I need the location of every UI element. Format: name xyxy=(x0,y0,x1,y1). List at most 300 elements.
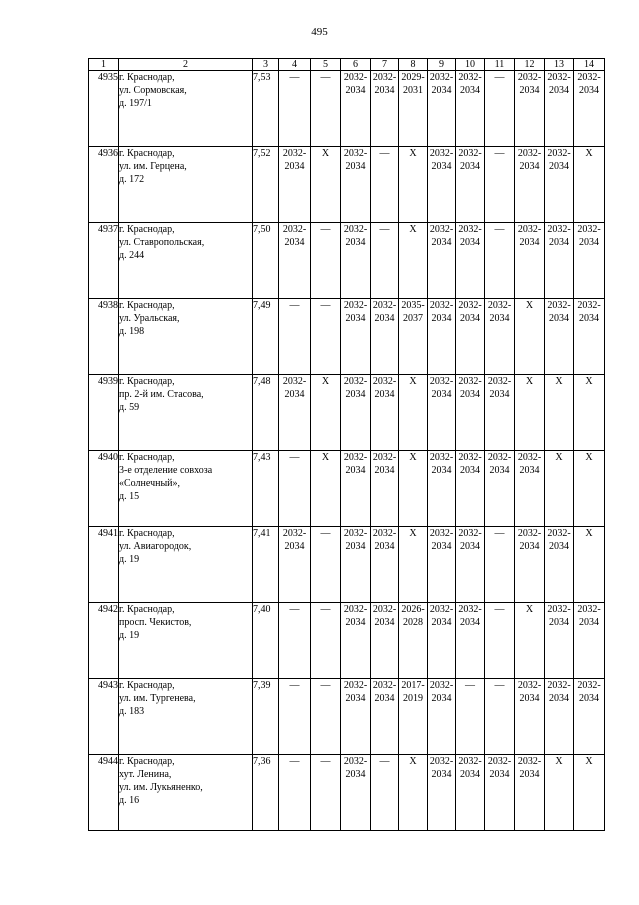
period-line: 2032- xyxy=(282,148,307,159)
period-cell xyxy=(371,375,399,451)
period-cell xyxy=(428,679,456,755)
period-line: 2034 xyxy=(284,389,305,400)
period-line: 2032- xyxy=(458,604,482,615)
period-cell xyxy=(515,451,545,527)
period-line: 2034 xyxy=(345,161,366,172)
period-line: 2032- xyxy=(372,604,397,615)
coefficient-cell: 7,36 xyxy=(253,755,279,831)
period-cell xyxy=(341,603,371,679)
table-row xyxy=(89,375,605,451)
period-line: 2034 xyxy=(374,465,395,476)
column-header: 14 xyxy=(574,59,605,71)
period-line: 2019 xyxy=(403,693,423,704)
page-number: 495 xyxy=(311,26,328,38)
period-cell xyxy=(545,679,574,755)
table-row xyxy=(89,299,605,375)
period-cell xyxy=(371,603,399,679)
period-line: 2034 xyxy=(549,313,569,324)
period-cell xyxy=(399,451,428,527)
period-line: 2034 xyxy=(460,541,480,552)
period-line: 2034 xyxy=(345,541,366,552)
period-line: X xyxy=(409,452,417,463)
period-cell xyxy=(456,147,485,223)
period-line: — xyxy=(320,300,331,311)
period-cell xyxy=(485,527,515,603)
period-line: 2032- xyxy=(547,680,571,691)
period-line: 2032- xyxy=(429,376,454,387)
period-line: 2032- xyxy=(429,528,454,539)
period-line: 2032- xyxy=(547,528,571,539)
period-line: X xyxy=(585,452,593,463)
period-line: 2034 xyxy=(284,237,305,248)
period-line: 2032- xyxy=(458,756,482,767)
period-line: 2034 xyxy=(519,237,540,248)
period-line: — xyxy=(289,300,300,311)
period-line: — xyxy=(289,604,300,615)
period-line: 2032- xyxy=(547,224,571,235)
column-header: 10 xyxy=(456,59,485,71)
period-cell xyxy=(574,147,605,223)
period-line: — xyxy=(320,72,331,83)
period-cell xyxy=(428,755,456,831)
period-line: 2034 xyxy=(374,313,395,324)
period-line: 2034 xyxy=(519,85,540,96)
address-line: г. Краснодар, xyxy=(119,756,175,767)
period-cell xyxy=(574,223,605,299)
period-line: — xyxy=(289,680,300,691)
period-line: 2032- xyxy=(372,680,397,691)
period-line: 2032- xyxy=(429,148,454,159)
period-cell xyxy=(515,603,545,679)
period-cell xyxy=(545,451,574,527)
period-cell xyxy=(545,223,574,299)
period-line: — xyxy=(320,680,331,691)
period-line: 2032- xyxy=(487,300,512,311)
period-line: 2032- xyxy=(517,148,542,159)
period-cell xyxy=(279,603,311,679)
period-cell xyxy=(311,755,341,831)
coefficient-cell: 7,52 xyxy=(253,147,279,223)
period-cell xyxy=(574,679,605,755)
address-line: г. Краснодар, xyxy=(119,452,175,463)
period-line: 2032- xyxy=(372,376,397,387)
period-line: 2034 xyxy=(489,389,510,400)
period-line: 2017- xyxy=(401,680,425,691)
period-line: X xyxy=(409,376,417,387)
period-cell xyxy=(515,527,545,603)
period-line: 2034 xyxy=(519,769,540,780)
period-line: 2032- xyxy=(282,224,307,235)
period-line: 2034 xyxy=(431,465,452,476)
table-row xyxy=(89,147,605,223)
row-number: 4939 xyxy=(89,375,119,451)
address-line: г. Краснодар, xyxy=(119,680,175,691)
period-line: 2032- xyxy=(372,528,397,539)
period-line: 2032- xyxy=(487,756,512,767)
period-cell xyxy=(341,679,371,755)
period-line: 2032- xyxy=(517,528,542,539)
address-line: г. Краснодар, xyxy=(119,72,175,83)
period-cell xyxy=(341,147,371,223)
period-line: 2034 xyxy=(460,85,480,96)
period-line: 2034 xyxy=(579,617,599,628)
period-cell xyxy=(456,451,485,527)
period-line: 2034 xyxy=(284,541,305,552)
period-cell xyxy=(515,755,545,831)
period-line: 2032- xyxy=(343,224,368,235)
period-cell xyxy=(485,451,515,527)
row-number: 4936 xyxy=(89,147,119,223)
address-line: ул. им. Герцена, xyxy=(119,161,187,172)
period-line: 2034 xyxy=(374,389,395,400)
row-number: 4943 xyxy=(89,679,119,755)
coefficient-cell: 7,50 xyxy=(253,223,279,299)
period-line: 2032- xyxy=(429,452,454,463)
table-row xyxy=(89,71,605,147)
period-line: — xyxy=(494,604,505,615)
period-line: 2032- xyxy=(282,528,307,539)
period-line: 2032- xyxy=(458,376,482,387)
period-line: — xyxy=(320,224,331,235)
period-line: X xyxy=(409,224,417,235)
period-cell xyxy=(279,375,311,451)
address-line: д. 244 xyxy=(119,250,145,261)
address-cell xyxy=(119,679,253,755)
period-line: X xyxy=(525,376,534,387)
column-header: 12 xyxy=(515,59,545,71)
period-line: 2034 xyxy=(374,541,395,552)
period-cell xyxy=(515,71,545,147)
period-cell xyxy=(428,223,456,299)
address-cell xyxy=(119,451,253,527)
period-cell xyxy=(574,603,605,679)
period-line: X xyxy=(321,148,330,159)
period-cell xyxy=(279,679,311,755)
period-line: 2034 xyxy=(431,617,452,628)
period-line: — xyxy=(379,756,390,767)
table-row xyxy=(89,527,605,603)
period-line: 2037 xyxy=(403,313,423,324)
period-cell xyxy=(279,527,311,603)
period-cell xyxy=(574,71,605,147)
period-line: X xyxy=(585,756,593,767)
period-cell xyxy=(545,755,574,831)
period-line: 2034 xyxy=(345,313,366,324)
period-line: 2032- xyxy=(547,72,571,83)
period-cell xyxy=(428,147,456,223)
period-line: 2034 xyxy=(345,85,366,96)
period-line: 2032- xyxy=(343,148,368,159)
period-line: 2034 xyxy=(345,617,366,628)
column-header: 4 xyxy=(279,59,311,71)
period-cell xyxy=(428,71,456,147)
period-cell xyxy=(399,755,428,831)
period-cell xyxy=(399,223,428,299)
period-cell xyxy=(341,299,371,375)
period-cell xyxy=(341,71,371,147)
address-line: г. Краснодар, xyxy=(119,148,175,159)
period-line: — xyxy=(494,72,505,83)
coefficient-cell: 7,49 xyxy=(253,299,279,375)
period-line: 2032- xyxy=(429,224,454,235)
period-line: — xyxy=(494,224,505,235)
period-line: 2034 xyxy=(460,237,480,248)
period-cell xyxy=(371,299,399,375)
period-line: 2034 xyxy=(489,313,510,324)
table-row xyxy=(89,223,605,299)
period-line: 2032- xyxy=(458,72,482,83)
period-cell xyxy=(399,71,428,147)
column-header: 2 xyxy=(119,59,253,71)
period-cell xyxy=(485,679,515,755)
period-cell xyxy=(545,71,574,147)
period-line: 2032- xyxy=(517,224,542,235)
period-line: 2032- xyxy=(282,376,307,387)
period-cell xyxy=(574,375,605,451)
column-header: 11 xyxy=(485,59,515,71)
period-line: 2032- xyxy=(547,300,571,311)
address-cell xyxy=(119,603,253,679)
period-line: 2034 xyxy=(431,693,452,704)
period-cell xyxy=(279,147,311,223)
row-number: 4938 xyxy=(89,299,119,375)
period-line: X xyxy=(585,528,593,539)
period-line: 2032- xyxy=(343,376,368,387)
period-cell xyxy=(311,527,341,603)
period-line: 2032- xyxy=(517,680,542,691)
period-cell xyxy=(399,375,428,451)
period-cell xyxy=(371,755,399,831)
period-line: — xyxy=(465,680,475,691)
period-cell xyxy=(456,755,485,831)
period-cell xyxy=(399,603,428,679)
period-cell xyxy=(311,71,341,147)
period-cell xyxy=(485,375,515,451)
period-line: 2032- xyxy=(458,452,482,463)
period-line: 2028 xyxy=(403,617,423,628)
period-line: 2032- xyxy=(458,300,482,311)
period-cell xyxy=(279,299,311,375)
address-line: просп. Чекистов, xyxy=(119,617,192,628)
period-line: 2034 xyxy=(549,85,569,96)
period-line: 2032- xyxy=(429,72,454,83)
period-cell xyxy=(456,71,485,147)
period-line: 2034 xyxy=(431,161,452,172)
period-line: 2032- xyxy=(343,528,368,539)
period-cell xyxy=(341,527,371,603)
period-cell xyxy=(485,603,515,679)
row-number: 4942 xyxy=(89,603,119,679)
period-line: 2032- xyxy=(577,300,601,311)
address-line: д. 172 xyxy=(119,174,145,185)
period-line: — xyxy=(320,604,331,615)
period-line: X xyxy=(585,376,593,387)
period-line: 2034 xyxy=(460,389,480,400)
address-line: д. 197/1 xyxy=(119,98,152,109)
period-cell xyxy=(515,299,545,375)
address-line: пр. 2-й им. Стасова, xyxy=(119,389,204,400)
period-cell xyxy=(341,375,371,451)
period-line: 2032- xyxy=(577,604,601,615)
address-line: г. Краснодар, xyxy=(119,604,175,615)
address-line: «Солнечный», xyxy=(119,478,181,489)
address-line: г. Краснодар, xyxy=(119,376,175,387)
period-line: 2032- xyxy=(547,604,571,615)
period-line: 2034 xyxy=(345,389,366,400)
period-line: 2032- xyxy=(429,756,454,767)
period-line: 2032- xyxy=(577,680,601,691)
address-cell xyxy=(119,375,253,451)
period-cell xyxy=(545,299,574,375)
address-line: д. 59 xyxy=(119,402,140,413)
period-cell xyxy=(341,223,371,299)
period-cell xyxy=(371,451,399,527)
period-line: 2032- xyxy=(343,300,368,311)
period-line: 2034 xyxy=(460,617,480,628)
table-row xyxy=(89,679,605,755)
address-line: ул. им. Лукьяненко, xyxy=(119,782,203,793)
address-line: д. 16 xyxy=(119,795,140,806)
period-cell xyxy=(428,527,456,603)
address-line: д. 19 xyxy=(119,630,140,641)
coefficient-cell: 7,43 xyxy=(253,451,279,527)
period-cell xyxy=(485,223,515,299)
period-cell xyxy=(371,147,399,223)
period-line: 2032- xyxy=(372,452,397,463)
column-header: 3 xyxy=(253,59,279,71)
period-line: X xyxy=(555,376,563,387)
period-cell xyxy=(279,223,311,299)
period-line: — xyxy=(494,680,505,691)
period-line: 2032- xyxy=(429,604,454,615)
period-line: 2034 xyxy=(460,465,480,476)
period-cell xyxy=(371,71,399,147)
period-line: X xyxy=(555,756,563,767)
period-line: 2032- xyxy=(458,528,482,539)
period-cell xyxy=(574,755,605,831)
period-cell xyxy=(515,679,545,755)
address-line: ул. Ставропольская, xyxy=(119,237,205,248)
period-cell xyxy=(456,223,485,299)
period-line: — xyxy=(320,756,331,767)
period-line: 2034 xyxy=(460,313,480,324)
period-cell xyxy=(399,679,428,755)
address-cell xyxy=(119,755,253,831)
period-line: 2034 xyxy=(549,617,569,628)
period-line: 2034 xyxy=(345,769,366,780)
period-line: — xyxy=(289,452,300,463)
period-cell xyxy=(311,451,341,527)
period-line: 2034 xyxy=(345,465,366,476)
period-line: 2034 xyxy=(519,693,540,704)
period-line: 2034 xyxy=(549,161,569,172)
address-cell xyxy=(119,527,253,603)
period-line: 2032- xyxy=(343,452,368,463)
period-line: 2034 xyxy=(519,161,540,172)
period-line: 2032- xyxy=(517,756,542,767)
period-cell xyxy=(456,603,485,679)
column-header: 6 xyxy=(341,59,371,71)
period-line: 2034 xyxy=(374,85,395,96)
period-line: 2032- xyxy=(517,72,542,83)
period-line: 2034 xyxy=(374,693,395,704)
column-header: 8 xyxy=(399,59,428,71)
period-cell xyxy=(456,299,485,375)
period-cell xyxy=(545,603,574,679)
period-cell xyxy=(311,679,341,755)
period-line: 2034 xyxy=(431,237,452,248)
period-cell xyxy=(311,223,341,299)
period-cell xyxy=(574,527,605,603)
period-line: 2034 xyxy=(549,693,569,704)
period-line: 2034 xyxy=(345,693,366,704)
period-cell xyxy=(428,299,456,375)
period-line: 2034 xyxy=(549,541,569,552)
row-number: 4941 xyxy=(89,527,119,603)
coefficient-cell: 7,39 xyxy=(253,679,279,755)
period-line: X xyxy=(321,452,330,463)
period-line: 2034 xyxy=(579,85,599,96)
period-line: 2032- xyxy=(429,300,454,311)
period-line: 2034 xyxy=(519,465,540,476)
address-line: д. 19 xyxy=(119,554,140,565)
period-line: 2034 xyxy=(374,617,395,628)
period-cell xyxy=(311,375,341,451)
address-line: 3-е отделение совхоза xyxy=(119,465,213,476)
period-cell xyxy=(456,527,485,603)
period-cell xyxy=(399,527,428,603)
period-line: 2031 xyxy=(403,85,423,96)
period-line: X xyxy=(525,300,534,311)
address-line: г. Краснодар, xyxy=(119,528,175,539)
period-line: 2032- xyxy=(487,452,512,463)
period-line: 2032- xyxy=(343,72,368,83)
period-cell xyxy=(399,299,428,375)
period-cell xyxy=(574,299,605,375)
period-line: 2034 xyxy=(284,161,305,172)
period-line: 2026- xyxy=(401,604,425,615)
period-line: 2034 xyxy=(489,769,510,780)
period-cell xyxy=(428,375,456,451)
period-line: 2032- xyxy=(429,680,454,691)
header-row xyxy=(89,59,605,71)
row-number: 4937 xyxy=(89,223,119,299)
period-line: X xyxy=(409,528,417,539)
period-cell xyxy=(485,755,515,831)
period-line: 2032- xyxy=(343,604,368,615)
period-cell xyxy=(456,375,485,451)
column-header: 5 xyxy=(311,59,341,71)
period-line: 2034 xyxy=(579,313,599,324)
period-cell xyxy=(485,147,515,223)
period-line: — xyxy=(320,528,331,539)
period-line: 2034 xyxy=(345,237,366,248)
period-line: 2034 xyxy=(579,693,599,704)
period-line: X xyxy=(585,148,593,159)
period-line: 2035- xyxy=(401,300,425,311)
period-line: 2032- xyxy=(372,72,397,83)
period-cell xyxy=(399,147,428,223)
period-cell xyxy=(428,451,456,527)
period-line: 2034 xyxy=(460,769,480,780)
period-cell xyxy=(545,527,574,603)
period-cell xyxy=(428,603,456,679)
period-line: — xyxy=(494,528,505,539)
period-line: 2032- xyxy=(517,452,542,463)
address-line: ул. им. Тургенева, xyxy=(119,693,196,704)
period-line: 2034 xyxy=(489,465,510,476)
period-line: 2034 xyxy=(431,85,452,96)
